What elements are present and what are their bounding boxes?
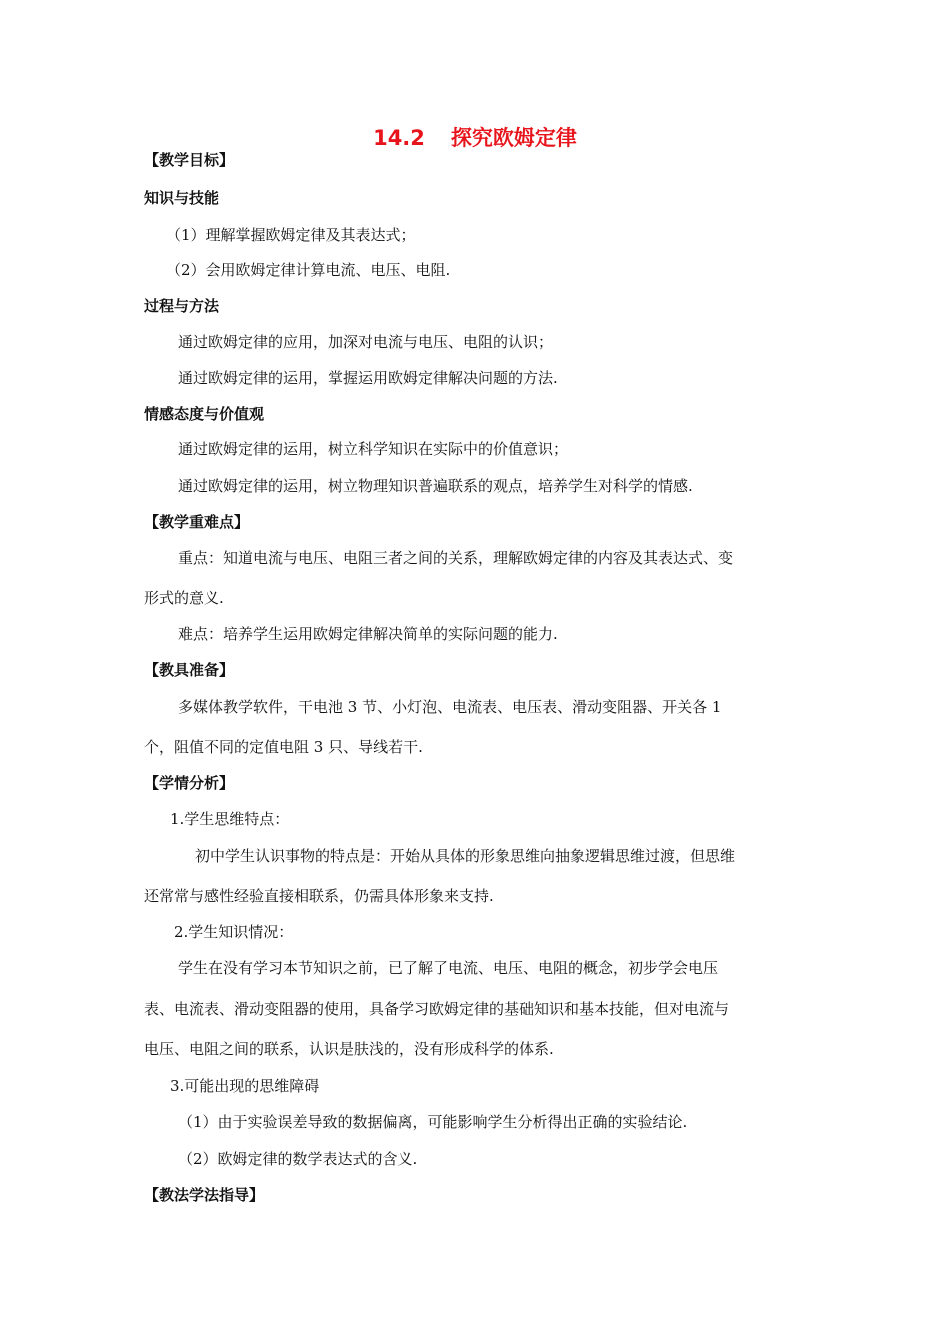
text-line: （1）由于实验误差导致的数据偏离，可能影响学生分析得出正确的实验结论. <box>178 1113 688 1131</box>
text-line: 2.学生知识情况： <box>174 923 294 941</box>
page-title <box>0 124 950 152</box>
text-line: 通过欧姆定律的运用，树立科学知识在实际中的价值意识； <box>178 440 569 458</box>
text-line: （1）理解掌握欧姆定律及其表达式； <box>166 226 416 244</box>
text-line: （2）会用欧姆定律计算电流、电压、电阻. <box>166 261 451 279</box>
section-heading-teaching-goals: 【教学目标】 <box>144 151 235 169</box>
text-line: 多媒体教学软件，干电池 3 节、小灯泡、电流表、电压表、滑动变阻器、开关各 1 <box>178 698 722 716</box>
subheading-knowledge-skills: 知识与技能 <box>144 189 220 207</box>
text-line: 初中学生认识事物的特点是：开始从具体的形象思维向抽象逻辑思维过渡，但思维 <box>195 847 736 865</box>
title-text: 探究欧姆定律 <box>450 126 577 150</box>
text-line: 难点：培养学生运用欧姆定律解决简单的实际问题的能力. <box>178 625 558 643</box>
section-heading-teaching-aids: 【教具准备】 <box>144 661 235 679</box>
text-line: 通过欧姆定律的应用，加深对电流与电压、电阻的认识； <box>178 333 554 351</box>
text-line: 还常常与感性经验直接相联系，仍需具体形象来支持. <box>144 887 494 905</box>
text-line: 1.学生思维特点： <box>170 810 290 828</box>
text-line: 形式的意义. <box>144 589 224 607</box>
section-heading-key-difficult-points: 【教学重难点】 <box>144 513 250 531</box>
text-line: 表、电流表、滑动变阻器的使用，具备学习欧姆定律的基础知识和基本技能，但对电流与 <box>144 1000 730 1018</box>
text-line: 通过欧姆定律的运用，树立物理知识普遍联系的观点，培养学生对科学的情感. <box>178 477 693 495</box>
title-number: 14.2 <box>373 126 425 150</box>
subheading-process-method: 过程与方法 <box>144 297 220 315</box>
text-line: 3.可能出现的思维障碍 <box>170 1077 320 1095</box>
text-line: 重点：知道电流与电压、电阻三者之间的关系，理解欧姆定律的内容及其表达式、变 <box>178 549 734 567</box>
text-line: 学生在没有学习本节知识之前，已了解了电流、电压、电阻的概念，初步学会电压 <box>178 959 719 977</box>
text-line: 通过欧姆定律的运用，掌握运用欧姆定律解决问题的方法. <box>178 369 558 387</box>
text-line: （2）欧姆定律的数学表达式的含义. <box>178 1150 418 1168</box>
text-line: 个，阻值不同的定值电阻 3 只、导线若干. <box>144 738 423 756</box>
section-heading-student-analysis: 【学情分析】 <box>144 774 235 792</box>
text-line: 电压、电阻之间的联系，认识是肤浅的，没有形成科学的体系. <box>144 1040 554 1058</box>
subheading-emotion-values: 情感态度与价值观 <box>144 405 265 423</box>
section-heading-teaching-method-guidance: 【教法学法指导】 <box>144 1186 265 1204</box>
